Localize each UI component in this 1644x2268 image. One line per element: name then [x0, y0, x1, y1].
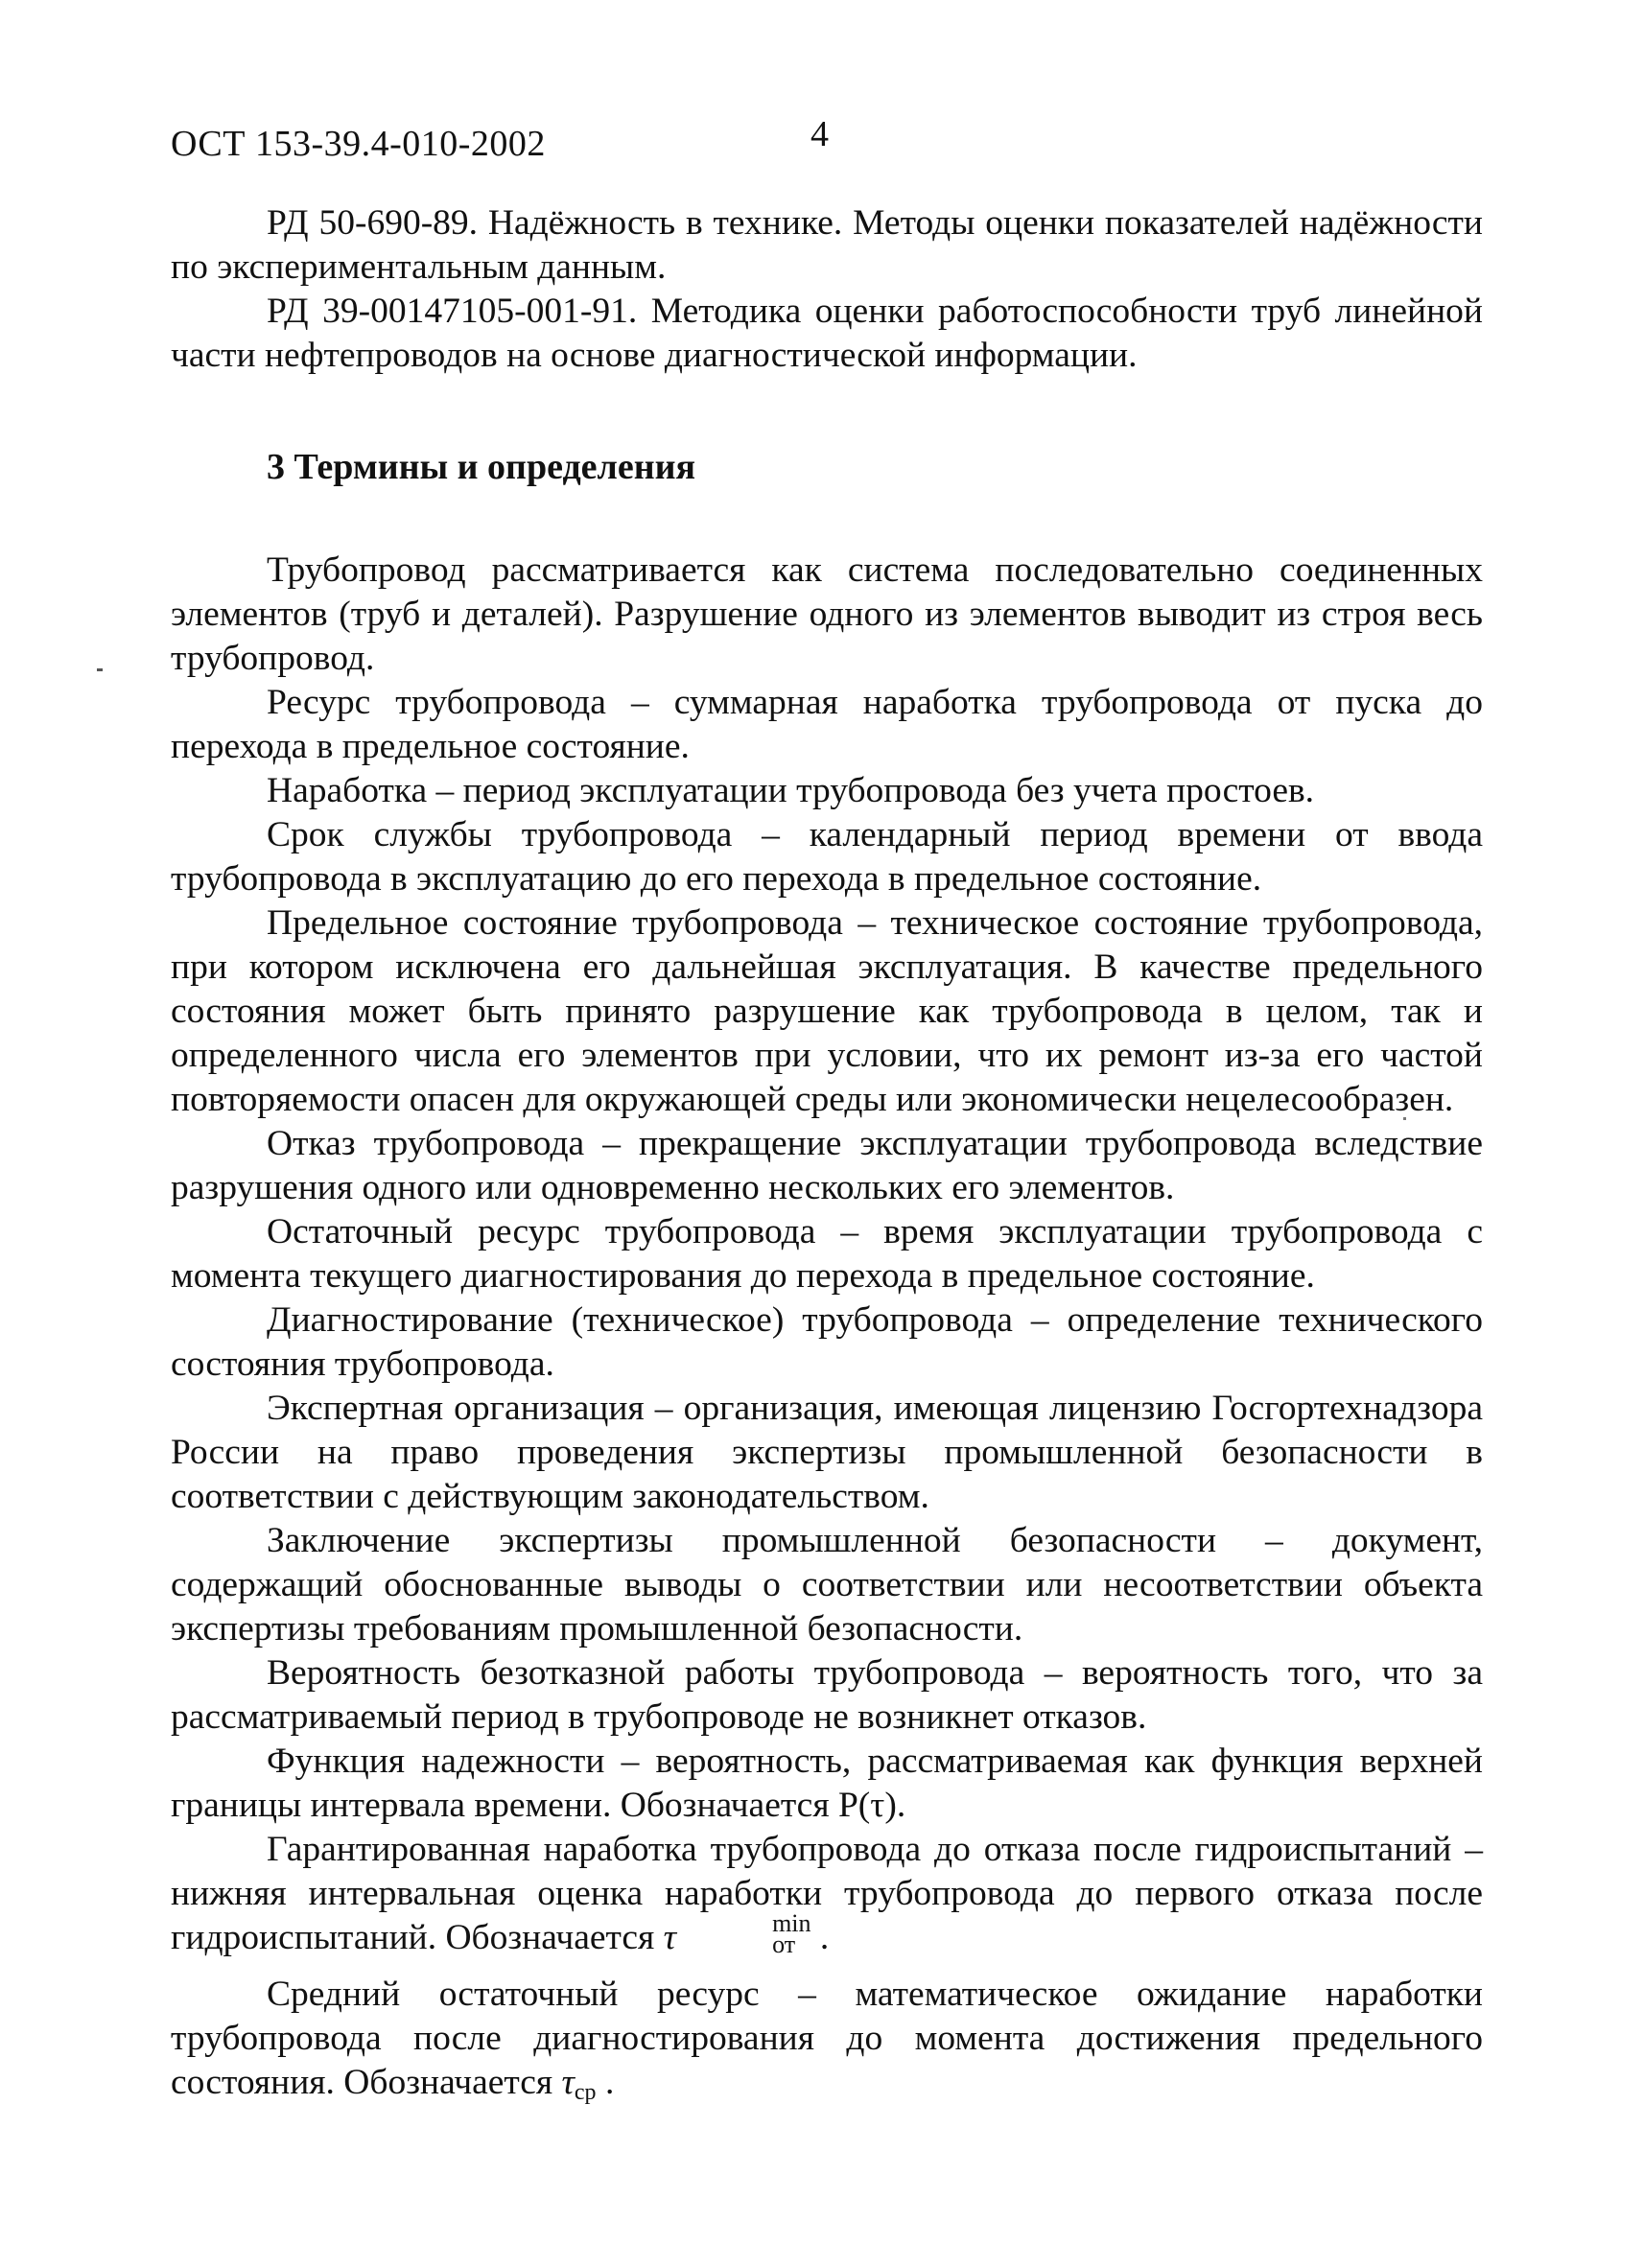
definition-paragraph: Вероятность безотказной работы трубопровода – вероятность того, что за рассматриваемый период в трубопроводе не возникнет отказов. [171, 1653, 1483, 1737]
page-content [171, 201, 1483, 2115]
formula-tau-min-ot [663, 1909, 811, 1959]
standard-code: ОСТ 153-39.4-010-2002 [171, 124, 546, 164]
definitions-list [171, 549, 1483, 2115]
reference-label: РД 50-690-89. [267, 203, 479, 243]
definition-end: . [810, 1918, 830, 1957]
definition-paragraph: Заключение экспертизы промышленной безопасности – документ, содержащий обоснованные выводы о соответствии или несоответствии объекта экспертизы требованиям промышленной безопасности. [171, 1521, 1483, 1648]
definition-paragraph: Функция надежности – вероятность, рассматриваемая как функция верхней границы интервала времени. Обозначается P(τ). [171, 1742, 1483, 1825]
reference-item [171, 201, 1483, 290]
definition-paragraph: Срок службы трубопровода – календарный период времени от ввода трубопровода в эксплуатацию до его перехода в предельное состояние. [171, 815, 1483, 899]
definition-paragraph: Отказ трубопровода – прекращение эксплуатации трубопровода вследствие разрушения одного или одновременно нескольких его элементов. [171, 1124, 1483, 1207]
definition-paragraph: Диагностирование (техническое) трубопровода – определение технического состояния трубопровода. [171, 1300, 1483, 1384]
definition-paragraph: Экспертная организация – организация, имеющая лицензию Госгортехнадзора России на право проведения экспертизы промышленной безопасности в соответствии с действующим законодательством. [171, 1389, 1483, 1516]
definition-text: Гарантированная наработка трубопровода до отказа после гидроиспытаний – нижняя интервальная оценка наработки трубопровода до первого отказа после гидроиспытаний. Обозначается [171, 1830, 1483, 1957]
reference-label: РД 39-00147105-001-91. [267, 292, 638, 331]
definition-paragraph-mean-residual [171, 1973, 1483, 2115]
definition-text: Средний остаточный ресурс – математическое ожидание наработки трубопровода после диагностирования до момента достижения предельного состояния. Обозначается [171, 1975, 1483, 2103]
formula-indices [676, 1909, 811, 1959]
formula-symbol: τ [561, 2063, 575, 2103]
definition-end: . [596, 2063, 615, 2103]
section-heading: 3 Термины и определения [267, 447, 696, 487]
intro-paragraph: Трубопровод рассматривается как система последовательно соединенных элементов (труб и деталей). Разрушение одного из элементов выводит из строя весь трубопровод. [171, 550, 1483, 678]
definition-paragraph: Наработка – период эксплуатации трубопровода без учета простоев. [267, 771, 1315, 810]
reference-text: Методика оценки работоспособности труб линейной части нефтепроводов на основе диагностической информации. [171, 292, 1483, 375]
page-number: 4 [810, 114, 829, 154]
formula-tau-sr [561, 2063, 597, 2106]
formula-superscript: min [772, 1909, 811, 1938]
reference-item [171, 290, 1483, 378]
formula-subscript: от [772, 1930, 796, 1959]
definition-paragraph: Остаточный ресурс трубопровода – время эксплуатации трубопровода с момента текущего диагностирования до перехода в предельное состояние. [171, 1212, 1483, 1296]
definition-paragraph: Предельное состояние трубопровода – техническое состояние трубопровода, при котором исключена его дальнейшая эксплуатация. В качестве предельного состояния может быть принято разрушение как трубопровода в целом, так и определенного числа его элементов при условии, что их ремонт из-за его частой повторяемости опасен для окружающей среды или экономически нецелесообразен. [171, 903, 1483, 1119]
formula-symbol: τ [663, 1918, 677, 1957]
definition-paragraph: Ресурс трубопровода – суммарная наработка трубопровода от пуска до перехода в предельное состояние. [171, 683, 1483, 766]
scan-artifact [97, 668, 103, 671]
reference-text: Надёжность в технике. Методы оценки показателей надёжности по экспериментальным данным. [171, 203, 1484, 287]
formula-subscript: ср [574, 2080, 597, 2106]
definition-paragraph-guaranteed [171, 1828, 1483, 1961]
references-list [171, 201, 1483, 378]
